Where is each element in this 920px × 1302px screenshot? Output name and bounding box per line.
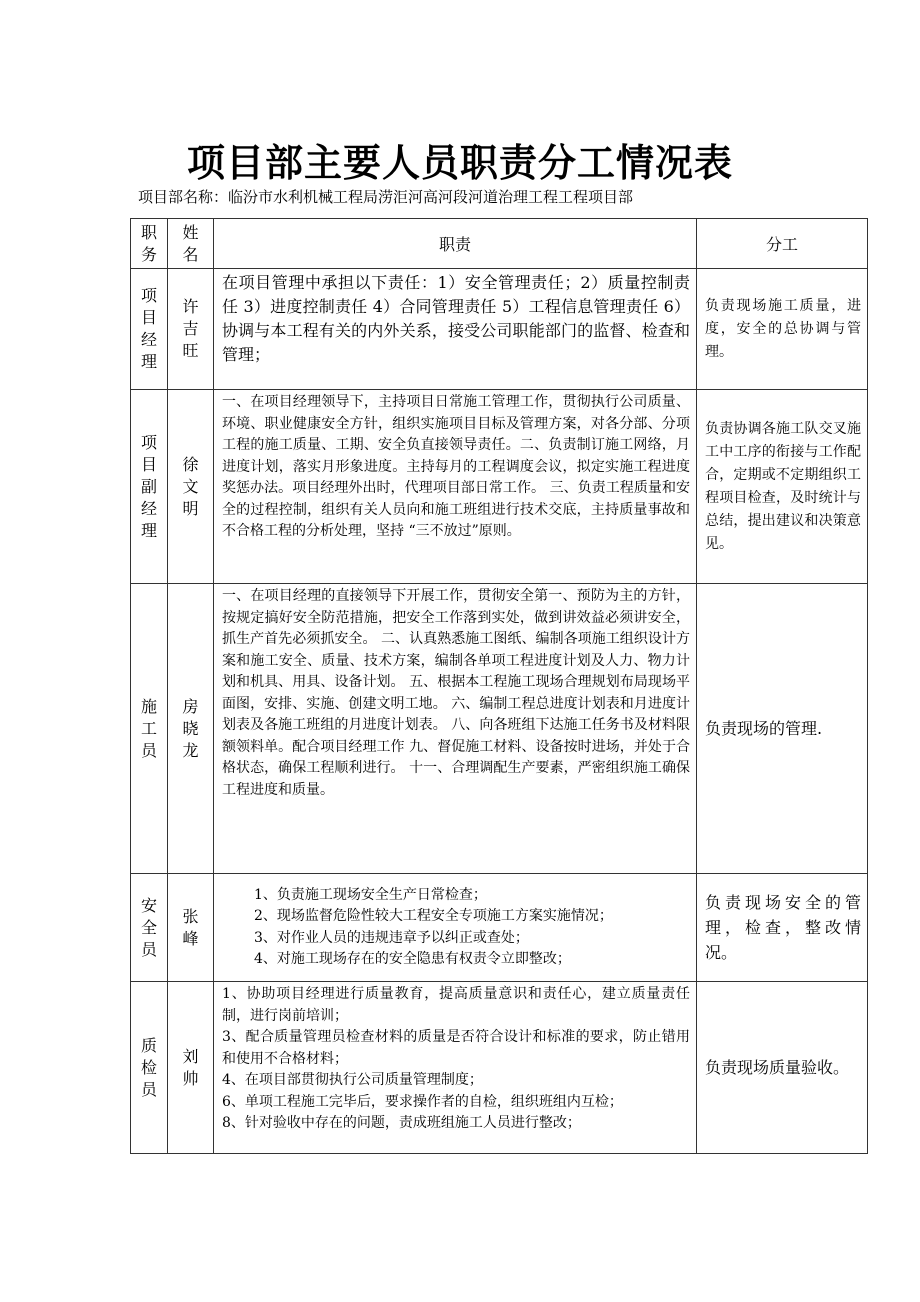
duty-cell: [214, 269, 697, 390]
division-cell: 负责现场安全的管理，检查，整改情况。: [697, 874, 868, 982]
position-cell: 项目副经理: [131, 390, 168, 584]
position-cell: 施工员: [131, 584, 168, 874]
position-cell: 安全员: [131, 874, 168, 982]
position-cell: 质检员: [131, 982, 168, 1154]
name-cell: 房晓龙: [168, 584, 214, 874]
duty-line: 4、在项目部贯彻执行公司质量管理制度；: [222, 1072, 483, 1088]
table-row: [131, 982, 868, 1154]
division-cell: 负责现场的管理.: [697, 584, 868, 874]
header-division: 分工: [697, 219, 868, 269]
duty-line: 1、负责施工现场安全生产日常检查；: [254, 886, 487, 903]
header-name: 姓名: [168, 219, 214, 269]
duty-line: 1、协助项目经理进行质量教育，提高质量意识和责任心，建立质量责任制，进行岗前培训；: [222, 986, 690, 1024]
document-title: 项目部主要人员职责分工情况表: [186, 140, 733, 185]
position-cell: 项目经理: [131, 269, 168, 390]
name-cell: 徐文明: [168, 390, 214, 584]
division-cell: 负责现场质量验收。: [697, 982, 868, 1154]
duty-line: 6、单项工程施工完毕后，要求操作者的自检，组织班组内互检；: [222, 1093, 623, 1110]
table-row: [131, 584, 868, 874]
duty-paragraph: 一、在项目经理领导下，主持项目日常施工管理工作，贯彻执行公司质量、环境、职业健康安全方针，组织实施项目目标及管理方案，对各分部、分项工程的施工质量、工期、安全负直接领导责任。二、负责制订施工网络，月进度计划，落实月形象进度。主持每月的工程调度会议，拟定实施工程进度奖惩办法。项目经理外出时，代理项目部日常工作。 三、负责工程质量和安全的过程控制，组织有关人员向和施工班组进行技术交底，主持质量事故和不合格工程的分析处理，坚持 “三不放过”原则。: [222, 394, 690, 539]
duty-line: 2、现场监督危险性较大工程安全专项施工方案实施情况；: [254, 908, 613, 924]
duty-line: 4、对施工现场存在的安全隐患有权责令立即整改；: [254, 951, 571, 967]
duty-cell: [214, 390, 697, 584]
name-cell: 许吉旺: [168, 269, 214, 390]
duty-line: 8、针对验收中存在的问题，责成班组施工人员进行整改；: [222, 1115, 581, 1131]
header-position: 职务: [131, 219, 168, 269]
table-row: [131, 390, 868, 584]
project-dept-line: [138, 186, 633, 207]
duty-line: 3、对作业人员的违规违章予以纠正或查处；: [254, 929, 529, 946]
project-dept-name: 临汾市水利机械工程局涝洰河高河段河道治理工程工程项目部: [228, 188, 634, 206]
header-duty: 职责: [214, 219, 697, 269]
duty-paragraph: 一、在项目经理的直接领导下开展工作，贯彻安全第一、预防为主的方针，按规定搞好安全防范措施，把安全工作落到实处，做到讲效益必须讲安全，抓生产首先必须抓安全。 二、认真熟悉施工图纸、编制各项施工组织设计方案和施工安全、质量、技术方案，编制各单项工程进度计划及人力、物力计划和机具、用具、设备计划。 五、根据本工程施工现场合理规划布局现场平面图，安排、实施、创建文明工地。 六、编制工程总进度计划表和月进度计划表及各施工班组的月进度计划表。 八、向各班组下达施工任务书及材料限额领料单。配合项目经理工作 九、督促施工材料、设备按时进场，并处于合格状态，确保工程顺利进行。 十一、合理调配生产要素，严密组织施工确保工程进度和质量。: [222, 588, 690, 798]
division-cell: 负责协调各施工队交叉施工中工序的衔接与工作配合，定期或不定期组织工程项目检查，及时统计与总结，提出建议和决策意见。: [697, 390, 868, 584]
project-dept-label: 项目部名称：: [138, 188, 229, 206]
duty-paragraph: 在项目管理中承担以下责任：1）安全管理责任；2）质量控制责任 3）进度控制责任 4）合同管理责任 5）工程信息管理责任 6） 协调与本工程有关的内外关系，接受公司职能部门的监督、检查和管理；: [222, 273, 690, 364]
duty-cell: [214, 982, 697, 1154]
table-header-row: [131, 219, 868, 269]
division-cell: 负责现场施工质量，进度，安全的总协调与管理。: [697, 269, 868, 390]
table-row: [131, 874, 868, 982]
name-cell: 刘帅: [168, 982, 214, 1154]
duty-cell: [214, 584, 697, 874]
duty-line: 3、配合质量管理员检查材料的质量是否符合设计和标准的要求，防止错用和使用不合格材料；: [222, 1029, 690, 1067]
table-row: [131, 269, 868, 390]
duty-table: [130, 218, 868, 1154]
duty-cell: [214, 874, 697, 982]
name-cell: 张峰: [168, 874, 214, 982]
